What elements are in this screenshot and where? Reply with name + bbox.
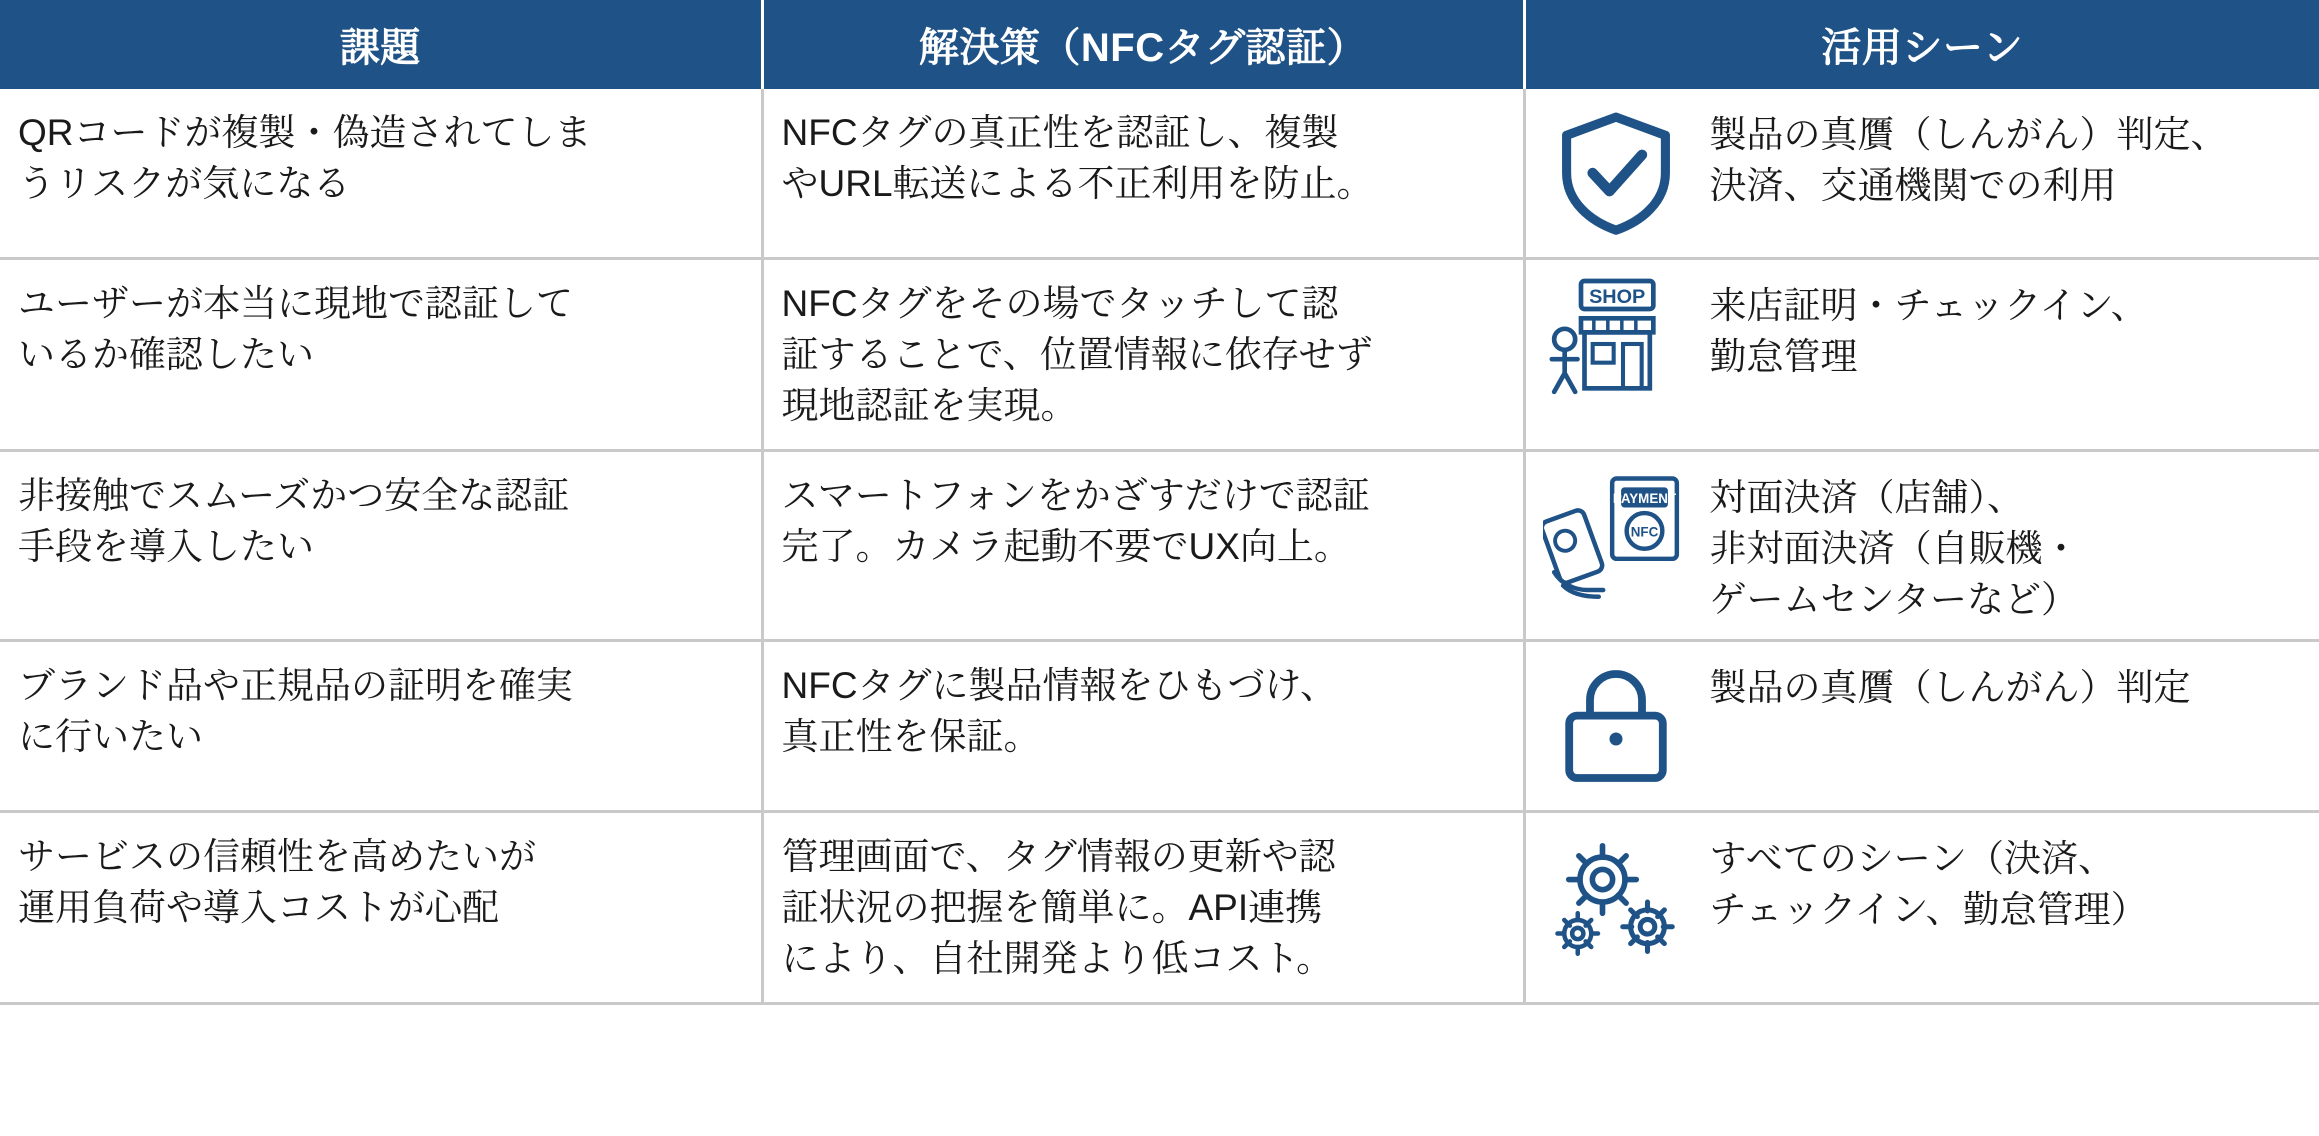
cell-issue (0, 451, 762, 641)
issue-line: 非接触でスムーズかつ安全な認証 (18, 475, 570, 517)
solution-line: により、自社開発より低コスト。 (781, 938, 1334, 980)
header-scene: 活用シーン (1524, 0, 2319, 89)
handbag-icon (1540, 656, 1692, 796)
cell-solution (762, 259, 1524, 451)
cell-issue (0, 641, 762, 812)
scene-line: 来店証明・チェックイン、 (1709, 285, 2148, 326)
solution-line: 現地認証を実現。 (781, 385, 1078, 427)
table-row (0, 451, 2319, 641)
gears-icon (1540, 827, 1692, 967)
table-row (0, 89, 2319, 259)
nfc-label: NFC (1630, 524, 1659, 540)
cell-scene (1524, 451, 2319, 641)
issue-line: ブランド品や正規品の証明を確実 (18, 665, 573, 707)
solution-line: 証することで、位置情報に依存せず (781, 334, 1373, 376)
solution-line: NFCタグに製品情報をひもづけ、 (781, 665, 1338, 707)
solution-line: NFCタグの真正性を認証し、複製 (781, 112, 1339, 153)
solution-line: スマートフォンをかざすだけで認証 (781, 475, 1370, 517)
issue-line: いるか確認したい (18, 334, 314, 376)
header-issue: 課題 (0, 0, 762, 89)
scene-line: チェックイン、勤怠管理） (1709, 889, 2148, 931)
table-header-row (0, 0, 2319, 89)
cell-solution (762, 451, 1524, 641)
shop-sign-label: SHOP (1588, 286, 1645, 309)
solution-line: 証状況の把握を簡単に。API連携 (781, 887, 1323, 929)
scene-line: 製品の真贋（しんがん）判定 (1709, 667, 2191, 709)
cell-solution (762, 89, 1524, 259)
cell-scene (1524, 259, 2319, 451)
table-header (0, 0, 2319, 89)
issue-line: サービスの信頼性を高めたいが (18, 836, 536, 878)
cell-issue (0, 259, 762, 451)
cell-scene (1524, 641, 2319, 812)
scene-line: 勤怠管理 (1709, 336, 1858, 378)
issue-line: うリスクが気になる (18, 163, 351, 205)
scene-line: 対面決済（店舗）、 (1709, 477, 2024, 519)
table-body (0, 89, 2319, 1004)
cell-solution (762, 641, 1524, 812)
scene-line: すべてのシーン（決済、 (1709, 838, 2116, 880)
scene-line: 決済、交通機関での利用 (1709, 165, 2117, 207)
scene-line: 非対面決済（自販機・ (1709, 528, 2080, 570)
issue-line: 運用負荷や導入コストが心配 (18, 887, 499, 929)
payment-label: PAYMENT (1612, 490, 1677, 506)
issue-line: 手段を導入したい (18, 526, 314, 568)
scene-line: 製品の真贋（しんがん）判定、 (1709, 114, 2228, 155)
solution-line: 完了。カメラ起動不要でUX向上。 (781, 526, 1351, 568)
issue-line: QRコードが複製・偽造されてしま (18, 112, 592, 153)
cell-issue (0, 812, 762, 1004)
cell-scene (1524, 89, 2319, 259)
solution-line: やURL転送による不正利用を防止。 (781, 163, 1374, 205)
solution-line: NFCタグをその場でタッチして認 (781, 283, 1339, 324)
table-row (0, 259, 2319, 451)
issue-line: に行いたい (18, 716, 203, 758)
shield-check-icon (1540, 103, 1692, 243)
solution-line: 真正性を保証。 (781, 716, 1041, 758)
solution-line: 管理画面で、タグ情報の更新や認 (781, 836, 1336, 878)
table-row (0, 641, 2319, 812)
header-solution: 解決策（NFCタグ認証） (762, 0, 1524, 89)
table-row (0, 812, 2319, 1004)
issue-line: ユーザーが本当に現地で認証して (18, 283, 573, 324)
nfc-payment-icon (1540, 466, 1692, 606)
cell-issue (0, 89, 762, 259)
cell-scene (1524, 812, 2319, 1004)
scene-line: ゲームセンターなど） (1709, 579, 2079, 621)
shop-storefront-icon (1540, 274, 1692, 414)
cell-solution (762, 812, 1524, 1004)
